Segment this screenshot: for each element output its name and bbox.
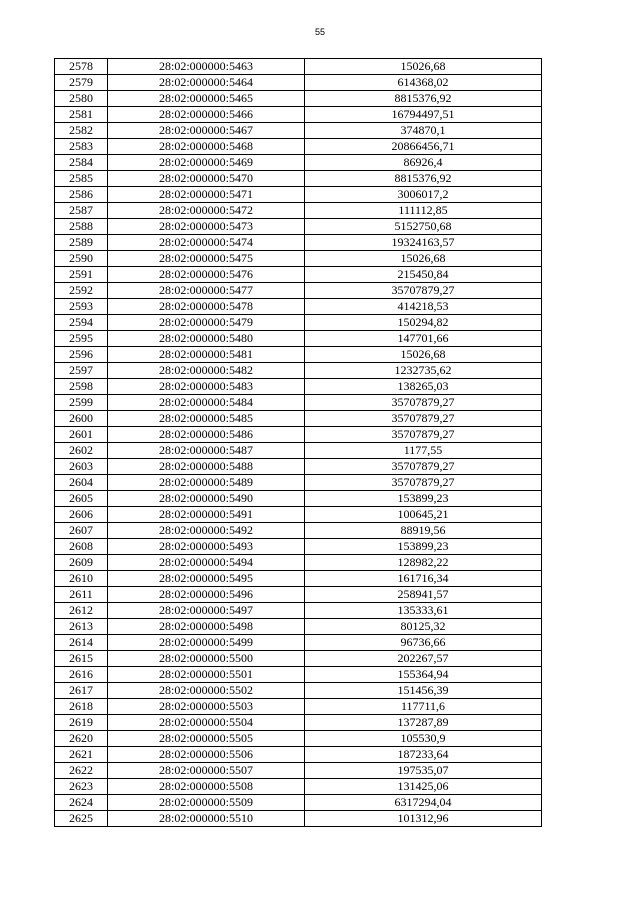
row-number-cell: 2609 [55, 555, 108, 571]
cadastral-number-cell: 28:02:000000:5465 [108, 91, 305, 107]
cadastral-value-cell: 161716,34 [305, 571, 542, 587]
table-row [55, 155, 542, 171]
table-row [55, 619, 542, 635]
cadastral-value-cell: 20866456,71 [305, 139, 542, 155]
row-number-cell: 2580 [55, 91, 108, 107]
table-row [55, 347, 542, 363]
cadastral-number-cell: 28:02:000000:5501 [108, 667, 305, 683]
table-row [55, 539, 542, 555]
table-row [55, 715, 542, 731]
table-row [55, 315, 542, 331]
row-number-cell: 2616 [55, 667, 108, 683]
cadastral-number-cell: 28:02:000000:5502 [108, 683, 305, 699]
row-number-cell: 2604 [55, 475, 108, 491]
row-number-cell: 2622 [55, 763, 108, 779]
cadastral-value-cell: 35707879,27 [305, 459, 542, 475]
cadastral-number-cell: 28:02:000000:5494 [108, 555, 305, 571]
row-number-cell: 2600 [55, 411, 108, 427]
table-row [55, 555, 542, 571]
table-row [55, 667, 542, 683]
table-row [55, 811, 542, 827]
cadastral-value-cell: 153899,23 [305, 539, 542, 555]
cadastral-value-cell: 111112,85 [305, 203, 542, 219]
table-row [55, 59, 542, 75]
row-number-cell: 2592 [55, 283, 108, 299]
row-number-cell: 2620 [55, 731, 108, 747]
cadastral-value-cell: 8815376,92 [305, 91, 542, 107]
row-number-cell: 2601 [55, 427, 108, 443]
cadastral-value-cell: 96736,66 [305, 635, 542, 651]
cadastral-number-cell: 28:02:000000:5486 [108, 427, 305, 443]
cadastral-value-cell: 138265,03 [305, 379, 542, 395]
cadastral-number-cell: 28:02:000000:5478 [108, 299, 305, 315]
table-row [55, 491, 542, 507]
cadastral-value-cell: 258941,57 [305, 587, 542, 603]
cadastral-number-cell: 28:02:000000:5482 [108, 363, 305, 379]
cadastral-value-cell: 101312,96 [305, 811, 542, 827]
cadastral-number-cell: 28:02:000000:5483 [108, 379, 305, 395]
cadastral-number-cell: 28:02:000000:5496 [108, 587, 305, 603]
table-row [55, 571, 542, 587]
table-row [55, 795, 542, 811]
table-row [55, 235, 542, 251]
cadastral-number-cell: 28:02:000000:5488 [108, 459, 305, 475]
table-row [55, 411, 542, 427]
cadastral-value-cell: 151456,39 [305, 683, 542, 699]
cadastral-number-cell: 28:02:000000:5497 [108, 603, 305, 619]
table-row [55, 459, 542, 475]
table-row [55, 331, 542, 347]
table-row [55, 379, 542, 395]
row-number-cell: 2583 [55, 139, 108, 155]
cadastral-value-cell: 19324163,57 [305, 235, 542, 251]
table-row [55, 731, 542, 747]
row-number-cell: 2596 [55, 347, 108, 363]
cadastral-value-cell: 150294,82 [305, 315, 542, 331]
cadastral-value-cell: 100645,21 [305, 507, 542, 523]
cadastral-number-cell: 28:02:000000:5487 [108, 443, 305, 459]
cadastral-number-cell: 28:02:000000:5476 [108, 267, 305, 283]
cadastral-value-cell: 35707879,27 [305, 427, 542, 443]
cadastral-value-cell: 6317294,04 [305, 795, 542, 811]
table-row [55, 299, 542, 315]
row-number-cell: 2611 [55, 587, 108, 603]
row-number-cell: 2608 [55, 539, 108, 555]
table-row [55, 523, 542, 539]
cadastral-number-cell: 28:02:000000:5484 [108, 395, 305, 411]
cadastral-value-cell: 15026,68 [305, 59, 542, 75]
table-row [55, 107, 542, 123]
cadastral-number-cell: 28:02:000000:5468 [108, 139, 305, 155]
row-number-cell: 2614 [55, 635, 108, 651]
cadastral-value-cell: 5152750,68 [305, 219, 542, 235]
row-number-cell: 2586 [55, 187, 108, 203]
cadastral-value-cell: 105530,9 [305, 731, 542, 747]
row-number-cell: 2612 [55, 603, 108, 619]
cadastral-value-cell: 88919,56 [305, 523, 542, 539]
table-row [55, 747, 542, 763]
row-number-cell: 2610 [55, 571, 108, 587]
row-number-cell: 2599 [55, 395, 108, 411]
cadastral-value-cell: 374870,1 [305, 123, 542, 139]
cadastral-number-cell: 28:02:000000:5469 [108, 155, 305, 171]
row-number-cell: 2589 [55, 235, 108, 251]
cadastral-number-cell: 28:02:000000:5470 [108, 171, 305, 187]
cadastral-number-cell: 28:02:000000:5471 [108, 187, 305, 203]
row-number-cell: 2598 [55, 379, 108, 395]
cadastral-value-cell: 35707879,27 [305, 475, 542, 491]
cadastral-value-cell: 1177,55 [305, 443, 542, 459]
cadastral-number-cell: 28:02:000000:5463 [108, 59, 305, 75]
cadastral-number-cell: 28:02:000000:5485 [108, 411, 305, 427]
row-number-cell: 2588 [55, 219, 108, 235]
cadastral-value-cell: 153899,23 [305, 491, 542, 507]
cadastral-value-cell: 117711,6 [305, 699, 542, 715]
cadastral-value-cell: 35707879,27 [305, 283, 542, 299]
cadastral-number-cell: 28:02:000000:5492 [108, 523, 305, 539]
table-row [55, 587, 542, 603]
cadastral-value-cell: 8815376,92 [305, 171, 542, 187]
row-number-cell: 2619 [55, 715, 108, 731]
cadastral-value-cell: 86926,4 [305, 155, 542, 171]
table-row [55, 187, 542, 203]
row-number-cell: 2603 [55, 459, 108, 475]
cadastral-number-cell: 28:02:000000:5507 [108, 763, 305, 779]
cadastral-number-cell: 28:02:000000:5505 [108, 731, 305, 747]
row-number-cell: 2617 [55, 683, 108, 699]
cadastral-value-cell: 1232735,62 [305, 363, 542, 379]
cadastral-number-cell: 28:02:000000:5506 [108, 747, 305, 763]
row-number-cell: 2597 [55, 363, 108, 379]
cadastral-value-cell: 15026,68 [305, 251, 542, 267]
row-number-cell: 2618 [55, 699, 108, 715]
cadastral-number-cell: 28:02:000000:5490 [108, 491, 305, 507]
cadastral-value-cell: 35707879,27 [305, 411, 542, 427]
table-row [55, 427, 542, 443]
cadastral-value-cell: 137287,89 [305, 715, 542, 731]
table-row [55, 267, 542, 283]
row-number-cell: 2607 [55, 523, 108, 539]
cadastral-value-cell: 15026,68 [305, 347, 542, 363]
table-row [55, 139, 542, 155]
cadastral-value-table [54, 58, 542, 827]
row-number-cell: 2606 [55, 507, 108, 523]
cadastral-value-cell: 197535,07 [305, 763, 542, 779]
table-row [55, 779, 542, 795]
cadastral-number-cell: 28:02:000000:5464 [108, 75, 305, 91]
row-number-cell: 2623 [55, 779, 108, 795]
table-row [55, 123, 542, 139]
row-number-cell: 2605 [55, 491, 108, 507]
table-row [55, 395, 542, 411]
row-number-cell: 2581 [55, 107, 108, 123]
row-number-cell: 2602 [55, 443, 108, 459]
cadastral-value-cell: 135333,61 [305, 603, 542, 619]
cadastral-value-cell: 35707879,27 [305, 395, 542, 411]
cadastral-number-cell: 28:02:000000:5498 [108, 619, 305, 635]
table-row [55, 603, 542, 619]
row-number-cell: 2624 [55, 795, 108, 811]
table-row [55, 363, 542, 379]
row-number-cell: 2579 [55, 75, 108, 91]
row-number-cell: 2613 [55, 619, 108, 635]
cadastral-number-cell: 28:02:000000:5509 [108, 795, 305, 811]
cadastral-number-cell: 28:02:000000:5466 [108, 107, 305, 123]
row-number-cell: 2595 [55, 331, 108, 347]
table-row [55, 283, 542, 299]
row-number-cell: 2593 [55, 299, 108, 315]
row-number-cell: 2594 [55, 315, 108, 331]
cadastral-number-cell: 28:02:000000:5474 [108, 235, 305, 251]
cadastral-number-cell: 28:02:000000:5479 [108, 315, 305, 331]
table-row [55, 443, 542, 459]
cadastral-value-cell: 202267,57 [305, 651, 542, 667]
table-row [55, 203, 542, 219]
cadastral-number-cell: 28:02:000000:5500 [108, 651, 305, 667]
row-number-cell: 2578 [55, 59, 108, 75]
table-row [55, 251, 542, 267]
table-row [55, 635, 542, 651]
cadastral-value-cell: 16794497,51 [305, 107, 542, 123]
cadastral-value-cell: 128982,22 [305, 555, 542, 571]
page-number: 55 [314, 27, 325, 37]
table-row [55, 507, 542, 523]
table-row [55, 171, 542, 187]
table-row [55, 683, 542, 699]
cadastral-value-cell: 187233,64 [305, 747, 542, 763]
row-number-cell: 2590 [55, 251, 108, 267]
cadastral-value-cell: 80125,32 [305, 619, 542, 635]
row-number-cell: 2584 [55, 155, 108, 171]
cadastral-value-cell: 3006017,2 [305, 187, 542, 203]
cadastral-number-cell: 28:02:000000:5504 [108, 715, 305, 731]
table-row [55, 763, 542, 779]
row-number-cell: 2587 [55, 203, 108, 219]
cadastral-number-cell: 28:02:000000:5472 [108, 203, 305, 219]
cadastral-number-cell: 28:02:000000:5493 [108, 539, 305, 555]
row-number-cell: 2582 [55, 123, 108, 139]
cadastral-number-cell: 28:02:000000:5503 [108, 699, 305, 715]
cadastral-value-cell: 414218,53 [305, 299, 542, 315]
cadastral-number-cell: 28:02:000000:5477 [108, 283, 305, 299]
table-row [55, 475, 542, 491]
table-body [55, 59, 542, 827]
cadastral-number-cell: 28:02:000000:5467 [108, 123, 305, 139]
cadastral-number-cell: 28:02:000000:5475 [108, 251, 305, 267]
table-row [55, 699, 542, 715]
cadastral-number-cell: 28:02:000000:5473 [108, 219, 305, 235]
cadastral-number-cell: 28:02:000000:5491 [108, 507, 305, 523]
cadastral-number-cell: 28:02:000000:5510 [108, 811, 305, 827]
cadastral-value-cell: 215450,84 [305, 267, 542, 283]
cadastral-value-cell: 131425,06 [305, 779, 542, 795]
cadastral-value-cell: 614368,02 [305, 75, 542, 91]
cadastral-number-cell: 28:02:000000:5508 [108, 779, 305, 795]
row-number-cell: 2591 [55, 267, 108, 283]
cadastral-number-cell: 28:02:000000:5495 [108, 571, 305, 587]
cadastral-number-cell: 28:02:000000:5489 [108, 475, 305, 491]
row-number-cell: 2621 [55, 747, 108, 763]
cadastral-number-cell: 28:02:000000:5499 [108, 635, 305, 651]
cadastral-value-cell: 147701,66 [305, 331, 542, 347]
table-row [55, 91, 542, 107]
row-number-cell: 2615 [55, 651, 108, 667]
cadastral-number-cell: 28:02:000000:5480 [108, 331, 305, 347]
table-row [55, 219, 542, 235]
table-row [55, 75, 542, 91]
row-number-cell: 2625 [55, 811, 108, 827]
row-number-cell: 2585 [55, 171, 108, 187]
cadastral-number-cell: 28:02:000000:5481 [108, 347, 305, 363]
cadastral-value-cell: 155364,94 [305, 667, 542, 683]
table-row [55, 651, 542, 667]
